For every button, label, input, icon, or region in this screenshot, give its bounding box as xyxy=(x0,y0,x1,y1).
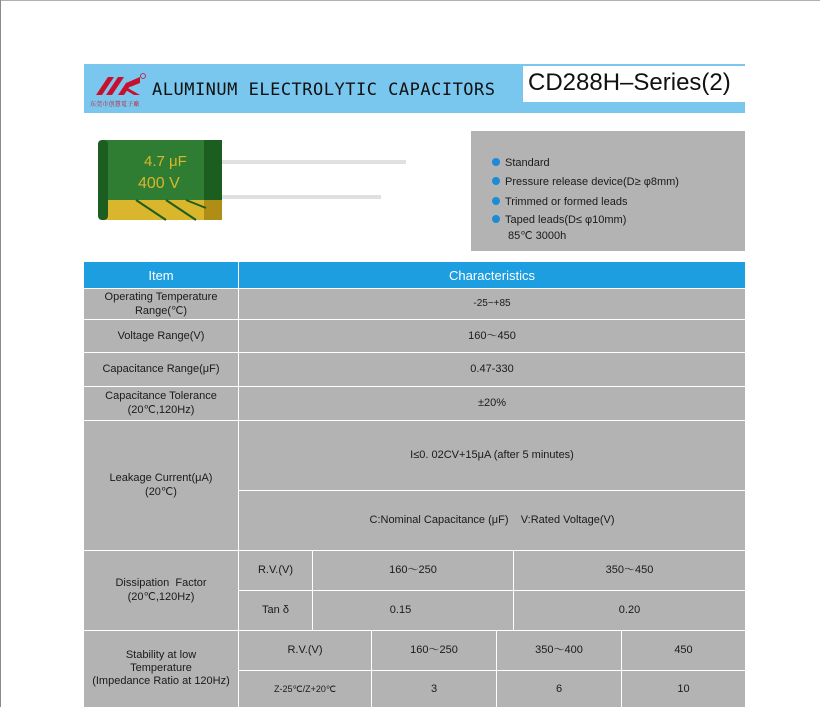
feature-item: Standard xyxy=(492,157,550,169)
value-leakage-note: C:Nominal Capacitance (μF) V:Rated Voltage(V) xyxy=(369,514,615,526)
dissipation-rv-value: 160～250 xyxy=(389,564,437,576)
row-label-leakage-current: Leakage Current(μA) (20℃) xyxy=(109,472,213,498)
row-label-voltage-range: Voltage Range(V) xyxy=(117,329,205,342)
row-label-stability: Stability at low Temperature (Impedance Ratio at 120Hz) xyxy=(92,649,230,687)
capacitor-capacitance-label: 4.7 μF xyxy=(144,153,187,170)
dissipation-tan-value: 0.15 xyxy=(389,604,412,616)
stability-rv-value: 160～250 xyxy=(410,644,458,656)
feature-item: Trimmed or formed leads xyxy=(492,196,627,208)
stability-rv-value: 450 xyxy=(674,644,693,656)
row-label-operating-temperature: Operating Temperature Range(℃) xyxy=(104,290,218,317)
dissipation-tan-label: Tan δ xyxy=(262,604,289,616)
column-header-item: Item xyxy=(148,267,174,283)
capacitor-voltage-label: 400 V xyxy=(138,175,180,192)
dissipation-tan-value: 0.20 xyxy=(618,604,641,616)
feature-item: Pressure release device(D≥ φ8mm) xyxy=(492,176,679,188)
feature-item: 85℃ 3000h xyxy=(508,230,567,242)
feature-item: Taped leads(D≤ φ10mm) xyxy=(492,214,626,226)
page-border-top xyxy=(0,0,820,1)
page-title: ALUMINUM ELECTROLYTIC CAPACITORS xyxy=(152,80,496,100)
dissipation-rv-label: R.V.(V) xyxy=(257,564,294,576)
bullet-icon xyxy=(492,177,500,185)
bullet-icon xyxy=(492,158,500,166)
bullet-icon xyxy=(492,215,500,223)
stability-z-label: Z-25℃/Z+20℃ xyxy=(274,683,336,694)
value-capacitance-range: 0.47-330 xyxy=(470,363,514,375)
stability-z-value: 3 xyxy=(430,682,438,695)
stability-z-value: 6 xyxy=(555,682,563,695)
stability-z-value: 10 xyxy=(677,682,690,695)
stability-rv-value: 350～400 xyxy=(535,644,583,656)
logo-caption: 东莞市创慧電子廠 xyxy=(90,102,140,108)
dissipation-rv-value: 350～450 xyxy=(605,564,654,576)
series-title: CD288H–Series(2) xyxy=(528,69,731,96)
value-voltage-range: 160～450 xyxy=(468,329,516,342)
value-operating-temperature: -25~+85 xyxy=(473,297,511,309)
capacitor-illustration xyxy=(96,138,410,222)
value-leakage-formula: I≤0. 02CV+15μA (after 5 minutes) xyxy=(410,449,574,461)
value-capacitance-tolerance: ±20% xyxy=(477,397,507,409)
stability-rv-label: R.V.(V) xyxy=(287,644,323,656)
bullet-icon xyxy=(492,197,500,205)
row-label-capacitance-range: Capacitance Range(μF) xyxy=(102,363,220,375)
row-label-dissipation-factor: Dissipation Factor (20℃,120Hz) xyxy=(115,577,207,603)
page-border-left xyxy=(0,0,1,707)
row-label-capacitance-tolerance: Capacitance Tolerance (20℃,120Hz) xyxy=(105,390,217,416)
column-header-characteristics: Characteristics xyxy=(449,267,535,283)
